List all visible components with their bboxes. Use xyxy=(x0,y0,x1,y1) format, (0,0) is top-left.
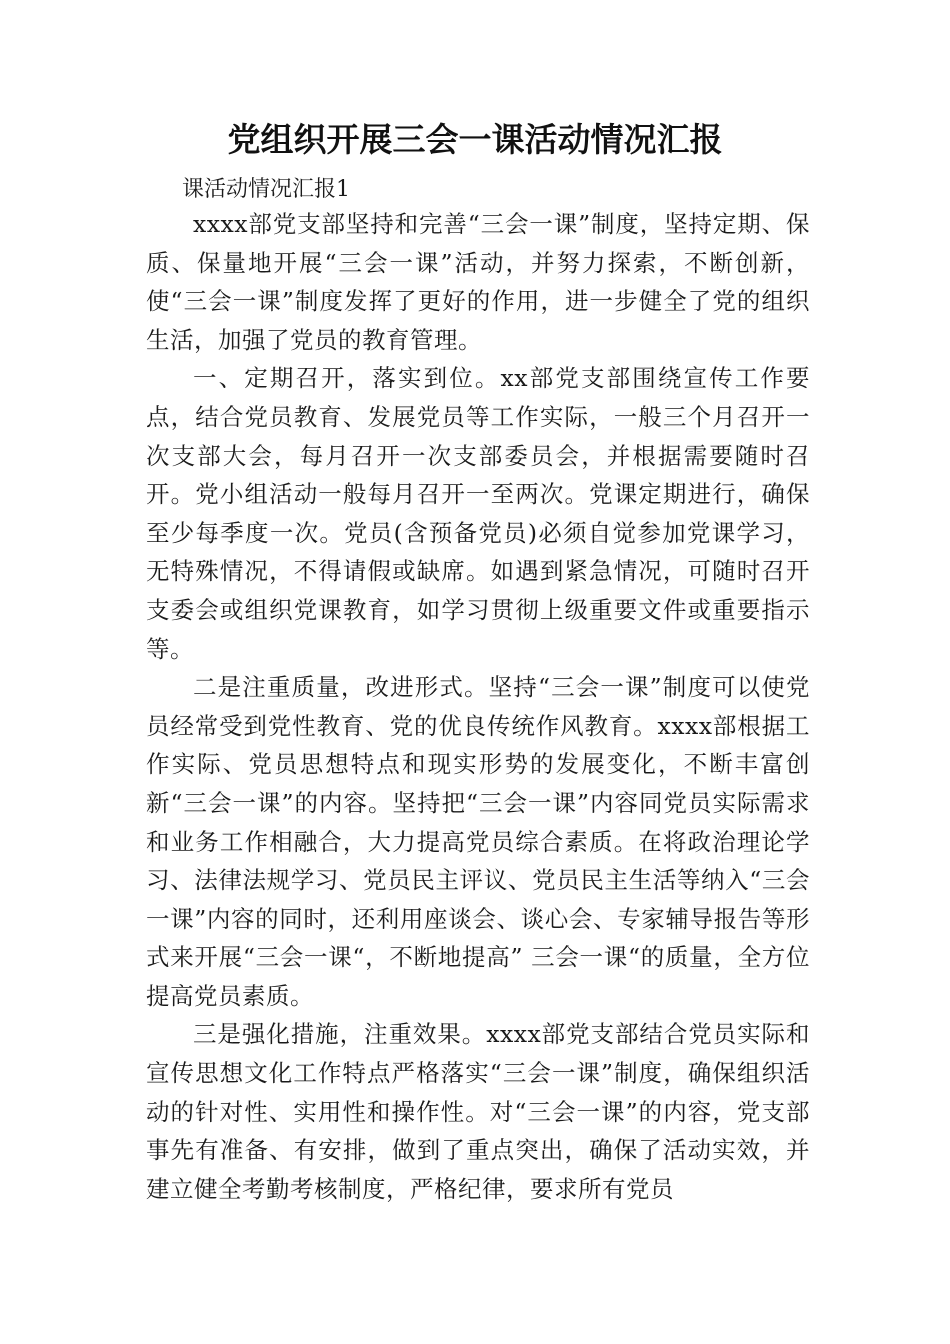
paragraph-regular-meetings: 一、定期召开，落实到位。xx部党支部围绕宣传工作要点，结合党员教育、发展党员等工作实际，一般三个月召开一次支部大会，每月召开一次支部委员会，并根据需要随时召开。党小组活动一般每月召开一至两次。党课定期进行，确保至少每季度一次。党员(含预备党员)必须自觉参加党课学习，无特殊情况，不得请假或缺席。如遇到紧急情况，可随时召开支委会或组织党课教育，如学习贯彻上级重要文件或重要指示等。 xyxy=(146,364,810,663)
paragraph-quality: 二是注重质量，改进形式。坚持“三会一课”制度可以使党员经常受到党性教育、党的优良传统作风教育。xxxx部根据工作实际、党员思想特点和现实形势的发展变化，不断丰富创新“三会一课”的内容。坚持把“三会一课”内容同党员实际需求和业务工作相融合，大力提高党员综合素质。在将政治理论学习、法律法规学习、党员民主评议、党员民主生活等纳入“三会一课”内容的同时，还利用座谈会、谈心会、专家辅导报告等形式来开展“三会一课“，不断地提高” 三会一课“的质量，全方位提高党员素质。 xyxy=(146,673,810,1010)
document-title: 党组织开展三会一课活动情况汇报 xyxy=(227,120,723,159)
document-subtitle: 课活动情况汇报1 xyxy=(182,177,350,202)
document-body xyxy=(146,205,810,1208)
paragraph-intro: xxxx部党支部坚持和完善“三会一课”制度，坚持定期、保质、保量地开展“三会一课”活动，并努力探索，不断创新，使“三会一课”制度发挥了更好的作用，进一步健全了党的组织生活，加强了党员的教育管理。 xyxy=(146,210,810,354)
paragraph-measures: 三是强化措施，注重效果。xxxx部党支部结合党员实际和宣传思想文化工作特点严格落实“三会一课”制度，确保组织活动的针对性、实用性和操作性。对“三会一课”的内容，党支部事先有准备、有安排，做到了重点突出，确保了活动实效，并建立健全考勤考核制度，严格纪律，要求所有党员 xyxy=(146,1020,810,1203)
